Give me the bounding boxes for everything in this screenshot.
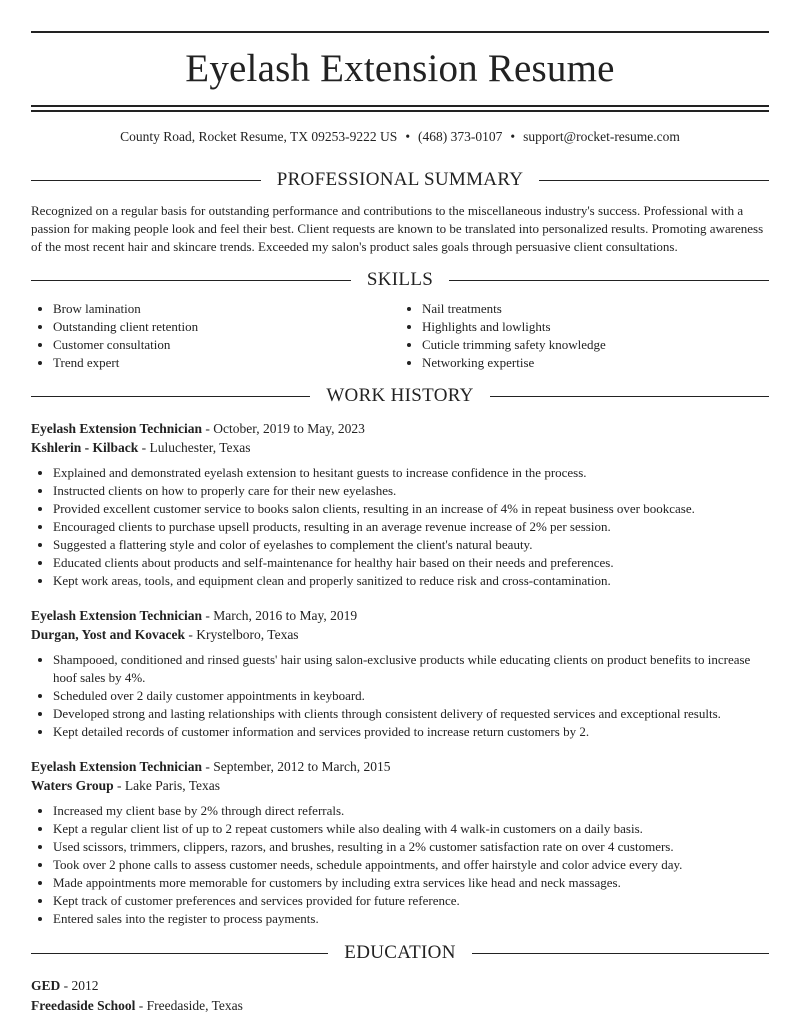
job-title: Eyelash Extension Technician bbox=[31, 759, 203, 774]
job-dates: - September, 2012 to March, 2015 bbox=[202, 759, 391, 774]
job-company-line bbox=[31, 438, 769, 457]
job-location: - Lake Paris, Texas bbox=[113, 778, 221, 793]
section-header-summary bbox=[31, 167, 769, 193]
job-title-line bbox=[31, 606, 769, 625]
list-item: • Kept work areas, tools, and equipment clean and properly sanitized to reduce risk and cross-contamination. bbox=[53, 572, 769, 590]
education-year: - 2012 bbox=[60, 978, 99, 993]
skills-list bbox=[31, 300, 769, 372]
list-item: • Provided excellent customer service to books salon clients, resulting in an increase of 4% in repeat business over bookcase. bbox=[53, 500, 769, 518]
skill-item: • Networking expertise bbox=[422, 354, 769, 372]
section-header-skills bbox=[31, 267, 769, 293]
section-rule bbox=[31, 396, 310, 397]
job-title-line bbox=[31, 419, 769, 438]
section-rule bbox=[31, 180, 261, 181]
job-dates: - October, 2019 to May, 2023 bbox=[202, 421, 365, 436]
section-rule bbox=[31, 280, 351, 281]
contact-line bbox=[31, 128, 769, 146]
list-item: • Kept detailed records of customer information and services provided to increase return customers by 2. bbox=[53, 723, 769, 741]
job-company-line bbox=[31, 776, 769, 795]
skills-column-left bbox=[31, 300, 400, 372]
education-entry bbox=[31, 976, 769, 1015]
contact-separator: • bbox=[510, 129, 516, 144]
section-title: SKILLS bbox=[366, 269, 434, 290]
section-title: PROFESSIONAL SUMMARY bbox=[276, 169, 524, 190]
job-dates: - March, 2016 to May, 2019 bbox=[202, 608, 358, 623]
resume-page bbox=[31, 0, 769, 1015]
skill-item: • Brow lamination bbox=[53, 300, 400, 318]
section-header-work-history bbox=[31, 383, 769, 409]
section-title: WORK HISTORY bbox=[326, 385, 474, 406]
section-rule bbox=[490, 396, 769, 397]
job-company: Durgan, Yost and Kovacek bbox=[31, 627, 186, 642]
job-entry bbox=[31, 606, 769, 741]
title-double-rule bbox=[31, 105, 769, 112]
contact-phone: (468) 373-0107 bbox=[418, 129, 503, 144]
section-rule bbox=[449, 280, 769, 281]
education-location: - Freedaside, Texas bbox=[135, 997, 243, 1013]
job-title: Eyelash Extension Technician bbox=[31, 421, 203, 436]
section-header-education bbox=[31, 940, 769, 966]
list-item: • Suggested a flattering style and color of eyelashes to complement the client's natural beauty. bbox=[53, 536, 769, 554]
top-rule bbox=[31, 31, 769, 33]
skill-item: • Nail treatments bbox=[422, 300, 769, 318]
section-rule bbox=[31, 953, 328, 954]
job-company-line bbox=[31, 625, 769, 644]
job-bullets bbox=[31, 802, 769, 928]
list-item: • Shampooed, conditioned and rinsed guests' hair using salon-exclusive products while educating clients on product benefits to increase hoof sales by 4%. bbox=[53, 651, 769, 687]
section-title: EDUCATION bbox=[344, 942, 456, 963]
skill-item: • Outstanding client retention bbox=[53, 318, 400, 336]
education-school-line bbox=[31, 996, 769, 1016]
skill-item: • Trend expert bbox=[53, 354, 400, 372]
job-title: Eyelash Extension Technician bbox=[31, 608, 203, 623]
job-entry bbox=[31, 757, 769, 928]
contact-email: support@rocket-resume.com bbox=[523, 129, 680, 144]
education-degree: GED bbox=[31, 978, 61, 993]
contact-address: County Road, Rocket Resume, TX 09253-9222 US bbox=[120, 129, 398, 144]
list-item: • Made appointments more memorable for customers by including extra services like head and neck massages. bbox=[53, 874, 769, 892]
list-item: • Educated clients about products and self-maintenance for healthy hair based on their needs and preferences. bbox=[53, 554, 769, 572]
list-item: • Kept a regular client list of up to 2 repeat customers while also dealing with 4 walk-in customers on a daily basis. bbox=[53, 820, 769, 838]
education-degree-line bbox=[31, 976, 769, 996]
page-title: Eyelash Extension Resume bbox=[185, 47, 615, 90]
section-rule bbox=[472, 953, 769, 954]
list-item: • Instructed clients on how to properly care for their new eyelashes. bbox=[53, 482, 769, 500]
skill-item: • Highlights and lowlights bbox=[422, 318, 769, 336]
job-bullets bbox=[31, 651, 769, 741]
job-entry bbox=[31, 419, 769, 590]
job-company: Kshlerin - Kilback bbox=[31, 440, 139, 455]
job-location: - Krystelboro, Texas bbox=[185, 627, 299, 642]
skills-column-right bbox=[400, 300, 769, 372]
list-item: • Developed strong and lasting relationships with clients through consistent delivery of requested services and exceptional results. bbox=[53, 705, 769, 723]
contact-separator: • bbox=[405, 129, 411, 144]
list-item: • Entered sales into the register to process payments. bbox=[53, 910, 769, 928]
list-item: • Took over 2 phone calls to assess customer needs, schedule appointments, and offer hairstyle and color advice every day. bbox=[53, 856, 769, 874]
list-item: • Increased my client base by 2% through direct referrals. bbox=[53, 802, 769, 820]
job-company: Waters Group bbox=[31, 778, 114, 793]
list-item: • Used scissors, trimmers, clippers, razors, and brushes, resulting in a 2% customer satisfaction rate on over 4 customers. bbox=[53, 838, 769, 856]
summary-text: Recognized on a regular basis for outstanding performance and contributions to the miscellaneous industry's success. Professional with a passion for making people look and feel their best. Client requests are known to be translated into personalized results. Promoting awareness of the most recent hair and skincare trends. Exceeded my salon's product sales goals through persuasive client consultations. bbox=[31, 203, 764, 254]
education-school: Freedaside School bbox=[31, 997, 136, 1013]
job-bullets bbox=[31, 464, 769, 590]
skill-item: • Customer consultation bbox=[53, 336, 400, 354]
list-item: • Kept track of customer preferences and services provided for future reference. bbox=[53, 892, 769, 910]
job-title-line bbox=[31, 757, 769, 776]
list-item: • Explained and demonstrated eyelash extension to hesitant guests to increase confidence in the process. bbox=[53, 464, 769, 482]
job-location: - Luluchester, Texas bbox=[138, 440, 251, 455]
list-item: • Encouraged clients to purchase upsell products, resulting in an average revenue increase of 2% per session. bbox=[53, 518, 769, 536]
skill-item: • Cuticle trimming safety knowledge bbox=[422, 336, 769, 354]
list-item: • Scheduled over 2 daily customer appointments in keyboard. bbox=[53, 687, 769, 705]
section-rule bbox=[539, 180, 769, 181]
